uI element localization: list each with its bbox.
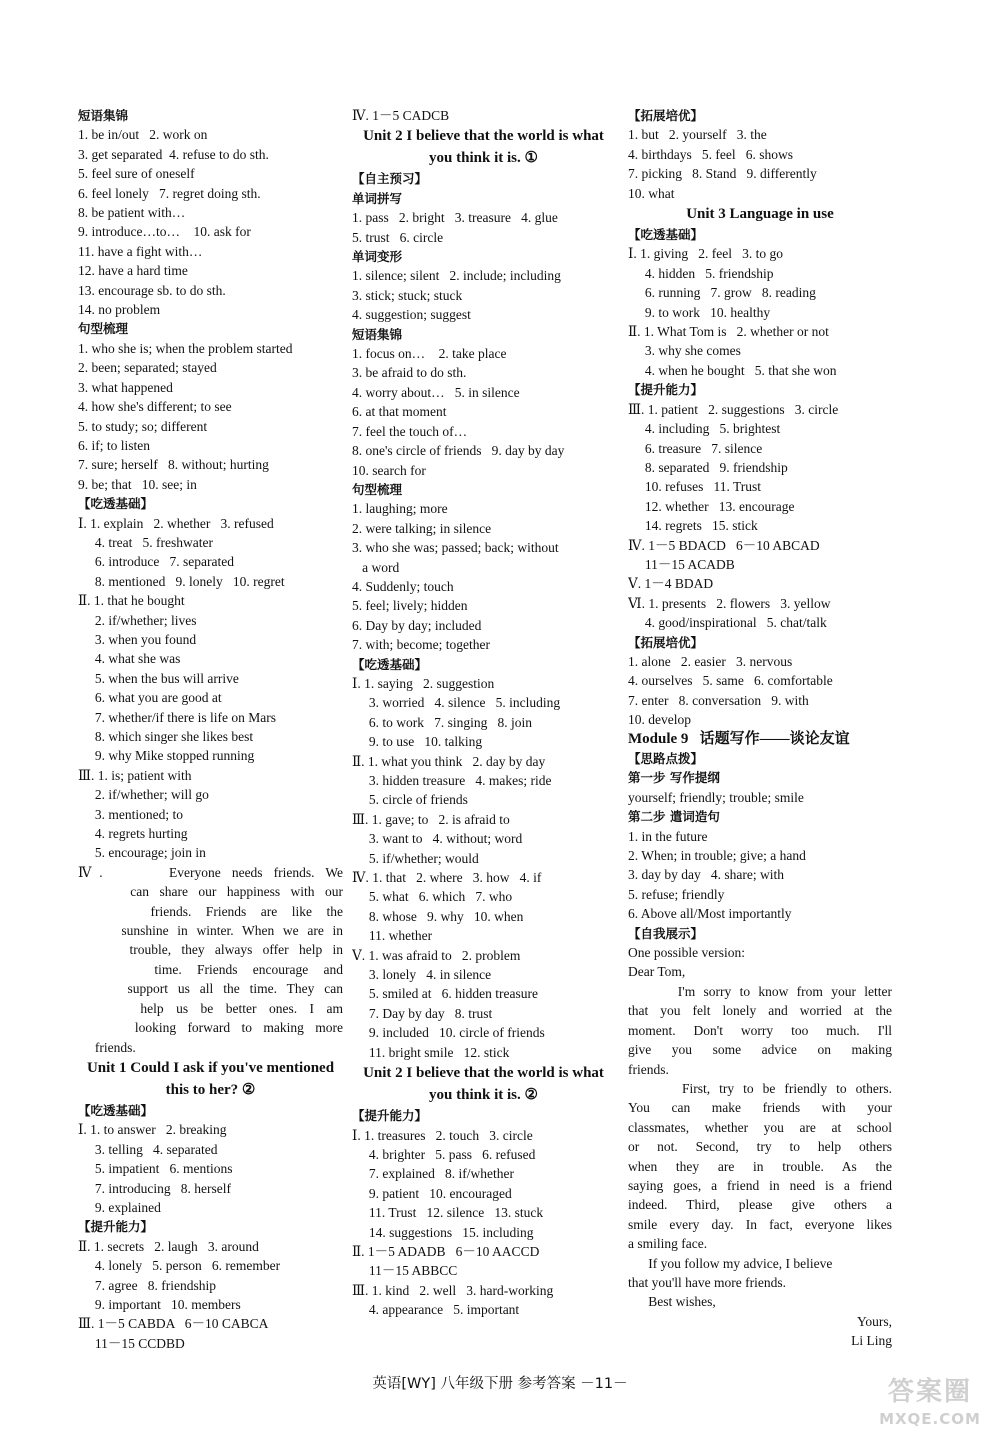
answer-line: Best wishes,	[628, 1294, 716, 1310]
answer-line: Ⅰ. 1. giving 2. feel 3. to go	[628, 246, 783, 262]
unit-title: Unit 2 I believe that the world is what you think it is. ②	[363, 1065, 604, 1104]
answer-line: or not. Second, try to help others	[628, 1139, 892, 1155]
page-footer: 英语[WY] 八年级下册 参考答案 －11－	[372, 1376, 628, 1392]
answer-line: 3. lonely 4. in silence	[352, 967, 492, 983]
answer-line: looking forward to making more	[78, 1020, 343, 1036]
answer-line: 11－15 ABBCC	[352, 1263, 458, 1279]
answer-line: Ⅲ. 1－5 CABDA 6－10 CABCA	[78, 1316, 269, 1332]
answer-line: 9. to work 10. healthy	[628, 304, 771, 320]
answer-line: 7. Day by day 8. trust	[352, 1005, 493, 1021]
answer-line: Ⅲ. 1. patient 2. suggestions 3. circle	[628, 401, 839, 417]
answer-line: 4. Suddenly; touch	[352, 578, 454, 594]
answer-line: 7. introducing 8. herself	[78, 1180, 231, 1196]
answer-line: 6. Above all/Most importantly	[628, 906, 792, 922]
section-heading: 短语集锦	[78, 108, 129, 123]
answer-line: Ⅱ. 1. secrets 2. laugh 3. around	[78, 1238, 259, 1254]
answer-line: a word	[352, 559, 400, 575]
answer-line: Ⅰ. 1. saying 2. suggestion	[352, 675, 495, 691]
answer-line: 4. ourselves 5. same 6. comfortable	[628, 673, 833, 689]
section-heading: 句型梳理	[352, 481, 403, 497]
answer-line: Ⅲ. 1. gave; to 2. is afraid to	[352, 811, 510, 827]
section-heading: 【拓展培优】	[628, 108, 704, 123]
section-heading: 短语集锦	[352, 326, 403, 342]
answer-line: 8. be patient with…	[78, 205, 186, 221]
section-heading: 单词拼写	[352, 190, 403, 206]
answer-line: 3. worried 4. silence 5. including	[352, 695, 561, 711]
answer-line: 4. including 5. brightest	[628, 421, 781, 437]
section-heading: 【提升能力】	[78, 1219, 154, 1235]
answer-line: 1. who she is; when the problem started	[78, 340, 293, 356]
answer-line: 4. worry about… 5. in silence	[352, 384, 520, 400]
answer-line: 3. why she comes	[628, 343, 741, 359]
answer-line: 6. introduce 7. separated	[78, 554, 234, 570]
answer-line: Li Ling	[851, 1333, 892, 1349]
answer-line: 3. what happened	[78, 379, 173, 395]
answer-line: 4. how she's different; to see	[78, 399, 232, 415]
answer-line: 3. who she was; passed; back; without	[352, 540, 559, 556]
answer-line: 6. if; to listen	[78, 437, 150, 453]
section-heading: 【吃透基础】	[628, 227, 704, 243]
answer-line: 5. refuse; friendly	[628, 886, 725, 902]
answer-line: Ⅳ. 1. that 2. where 3. how 4. if	[352, 870, 542, 886]
answer-line: Ⅲ. 1. kind 2. well 3. hard-working	[352, 1282, 554, 1298]
answer-line: 4. treat 5. freshwater	[78, 534, 213, 550]
answer-line: 5. feel; lively; hidden	[352, 598, 468, 614]
answer-line: 9. included 10. circle of friends	[352, 1025, 545, 1041]
answer-line: 8. one's circle of friends 9. day by day	[352, 443, 565, 459]
answer-line: 11－15 ACADB	[628, 556, 735, 572]
answer-line: 3. telling 4. separated	[78, 1141, 218, 1157]
answer-line: 9. explained	[78, 1199, 161, 1215]
section-heading: 【拓展培优】	[628, 634, 704, 650]
answer-line: 12. whether 13. encourage	[628, 498, 795, 514]
answer-line: can share our happiness with our	[78, 884, 343, 900]
answer-line: Ⅴ. 1－4 BDAD	[628, 576, 714, 592]
answer-line: 1. alone 2. easier 3. nervous	[628, 653, 793, 669]
answer-line: 12. have a hard time	[78, 263, 188, 279]
watermark-logo	[860, 1375, 1000, 1450]
answer-line: 5. to study; so; different	[78, 418, 208, 434]
answer-line: 1. pass 2. bright 3. treasure 4. glue	[352, 210, 558, 226]
section-heading: 第二步 遣词造句	[628, 809, 720, 825]
answer-line: I'm sorry to know from your letter	[628, 983, 892, 999]
answer-line: One possible version:	[628, 945, 745, 961]
answer-column-2	[352, 106, 615, 1320]
answer-line: 7. with; become; together	[352, 637, 490, 653]
answer-line: 7. sure; herself 8. without; hurting	[78, 457, 269, 473]
answer-line: 4. regrets hurting	[78, 826, 188, 842]
answer-line: 4. what she was	[78, 651, 181, 667]
answer-line: 9. to use 10. talking	[352, 734, 483, 750]
answer-line: 1. laughing; more	[352, 501, 448, 517]
watermark-title: 答案圈	[887, 1377, 972, 1407]
answer-line: Ⅳ. 1－5 BDACD 6－10 ABCAD	[628, 537, 820, 553]
answer-line: 5. feel sure of oneself	[78, 166, 195, 182]
answer-line: 7. picking 8. Stand 9. differently	[628, 166, 817, 182]
section-heading: 【提升能力】	[352, 1108, 428, 1124]
section-heading: 句型梳理	[78, 321, 129, 337]
answer-line: trouble, they always offer help in	[78, 942, 343, 958]
answer-line: 1. in the future	[628, 828, 708, 844]
answer-line: support us all the time. They can	[78, 981, 343, 997]
answer-line: 9. why Mike stopped running	[78, 748, 255, 764]
answer-line: 7. feel the touch of…	[352, 423, 468, 439]
answer-line: 6. Day by day; included	[352, 617, 482, 633]
answer-line: Ⅱ. 1. that he bought	[78, 593, 185, 609]
answer-line: 1. focus on… 2. take place	[352, 346, 507, 362]
answer-line: 9. introduce…to… 10. ask for	[78, 224, 251, 240]
answer-line: 7. enter 8. conversation 9. with	[628, 692, 809, 708]
answer-line: Ⅵ. 1. presents 2. flowers 3. yellow	[628, 595, 831, 611]
answer-line: classmates, whether you are at school	[628, 1119, 892, 1135]
answer-line: 6. to work 7. singing 8. join	[352, 714, 533, 730]
answer-line: 4. good/inspirational 5. chat/talk	[628, 615, 827, 631]
answer-line: 2. been; separated; stayed	[78, 360, 217, 376]
answer-line: Ⅲ. 1. is; patient with	[78, 767, 192, 783]
answer-line: Dear Tom,	[628, 964, 686, 980]
answer-line: Ⅳ. 1－5 CADCB	[352, 108, 450, 123]
answer-line: 8. separated 9. friendship	[628, 459, 788, 475]
unit-title: Unit 2 I believe that the world is what you think it is. ①	[363, 128, 604, 167]
answer-line: You can make friends with your	[628, 1100, 892, 1116]
answer-line: 2. if/whether; will go	[78, 787, 209, 803]
answer-line: 4. lonely 5. person 6. remember	[78, 1258, 281, 1274]
answer-line: 10. what	[628, 185, 675, 201]
answer-line: yourself; friendly; trouble; smile	[628, 789, 804, 805]
answer-line: 14. regrets 15. stick	[628, 518, 758, 534]
answer-line: 4. when he bought 5. that she won	[628, 362, 837, 378]
answer-line: 3. when you found	[78, 631, 197, 647]
section-heading: 【思路点拨】	[628, 751, 704, 766]
answer-line: Ⅰ. 1. treasures 2. touch 3. circle	[352, 1127, 533, 1143]
answer-line: time. Friends encourage and	[78, 961, 343, 977]
section-heading: 【吃透基础】	[78, 496, 154, 512]
unit-title: Unit 1 Could I ask if you've mentioned this to her? ②	[86, 1059, 335, 1098]
answer-line: Ⅳ. Everyone needs friends. We	[78, 864, 343, 880]
answer-line: 2. were talking; in silence	[352, 520, 492, 536]
answer-line: 4. appearance 5. important	[352, 1302, 520, 1318]
answer-line: help us be better ones. I am	[78, 1000, 343, 1016]
answer-line: 5. when the bus will arrive	[78, 670, 239, 686]
answer-line: 11. have a fight with…	[78, 243, 203, 259]
answer-line: 5. what 6. which 7. who	[352, 889, 513, 905]
answer-line: 11. whether	[352, 928, 433, 944]
answer-line: 9. patient 10. encouraged	[352, 1185, 512, 1201]
answer-line: 3. hidden treasure 4. makes; ride	[352, 773, 552, 788]
section-heading: 单词变形	[352, 249, 403, 265]
answer-line: 8. which singer she likes best	[78, 729, 254, 744]
answer-line: Ⅱ. 1. what you think 2. day by day	[352, 753, 546, 769]
answer-line: that you felt lonely and worried at the	[628, 1003, 892, 1019]
answer-line: Ⅰ. 1. to answer 2. breaking	[78, 1122, 227, 1138]
answer-line: smile every day. In fact, everyone likes	[628, 1216, 892, 1232]
answer-line: 5. smiled at 6. hidden treasure	[352, 986, 538, 1002]
answer-line: 3. want to 4. without; word	[352, 831, 523, 847]
answer-line: 4. hidden 5. friendship	[628, 265, 774, 281]
section-heading: 【自我展示】	[628, 925, 704, 941]
answer-line: a smiling face.	[628, 1236, 708, 1252]
answer-line: 10. refuses 11. Trust	[628, 479, 762, 495]
answer-line: 11. bright smile 12. stick	[352, 1044, 510, 1060]
answer-line: Yours,	[856, 1313, 892, 1329]
answer-line: 7. whether/if there is life on Mars	[78, 709, 276, 725]
answer-line: Ⅱ. 1－5 ADADB 6－10 AACCD	[352, 1243, 540, 1259]
answer-line: sunshine in winter. When we are in	[78, 923, 343, 939]
section-heading: 【吃透基础】	[78, 1102, 154, 1118]
answer-line: 7. agree 8. friendship	[78, 1277, 216, 1293]
answer-line: 14. suggestions 15. including	[352, 1224, 534, 1240]
answer-line: 9. be; that 10. see; in	[78, 476, 197, 492]
answer-line: 5. encourage; join in	[78, 845, 206, 861]
answer-line: 13. encourage sb. to do sth.	[78, 282, 226, 298]
answer-line: 3. be afraid to do sth.	[352, 365, 467, 381]
answer-line: 14. no problem	[78, 302, 161, 318]
answer-line: 3. mentioned; to	[78, 806, 183, 822]
answer-line: 4. brighter 5. pass 6. refused	[352, 1146, 536, 1162]
answer-line: 6. treasure 7. silence	[628, 440, 763, 456]
answer-line: give you some advice on making	[628, 1042, 892, 1058]
answer-line: 2. if/whether; lives	[78, 612, 197, 628]
answer-line: 6. running 7. grow 8. reading	[628, 285, 816, 301]
answer-line: 6. feel lonely 7. regret doing sth.	[78, 185, 261, 201]
answer-column-1	[78, 106, 343, 1353]
unit-title: Module 9 话题写作——谈论友谊	[628, 730, 850, 747]
answer-line: If you follow my advice, I believe	[628, 1255, 833, 1271]
answer-line: 10. search for	[352, 462, 426, 478]
answer-line: 4. suggestion; suggest	[352, 307, 471, 323]
answer-line: 5. circle of friends	[352, 792, 468, 808]
answer-line: when they are in trouble. As the	[628, 1158, 892, 1174]
answer-line: 2. When; in trouble; give; a hand	[628, 848, 806, 864]
answer-line: moment. Don't worry too much. I'll	[628, 1022, 892, 1038]
answer-line: 1. but 2. yourself 3. the	[628, 127, 767, 143]
answer-line: 11－15 CCDBD	[78, 1335, 185, 1351]
answer-line: friends.	[628, 1061, 669, 1077]
answer-line: Ⅰ. 1. explain 2. whether 3. refused	[78, 515, 274, 531]
answer-line: 7. explained 8. if/whether	[352, 1166, 514, 1182]
section-heading: 【提升能力】	[628, 382, 704, 398]
unit-title: Unit 3 Language in use	[686, 206, 834, 223]
answer-line: 5. impatient 6. mentions	[78, 1161, 233, 1177]
answer-line: 1. silence; silent 2. include; including	[352, 268, 561, 284]
answer-line: 3. get separated 4. refuse to do sth.	[78, 146, 269, 162]
answer-line: 5. if/whether; would	[352, 850, 479, 866]
section-heading: 【自主预习】	[352, 171, 428, 187]
answer-line: 3. day by day 4. share; with	[628, 867, 784, 883]
answer-line: First, try to be friendly to others.	[628, 1080, 892, 1096]
answer-line: saying goes, a friend in need is a friend	[628, 1177, 892, 1193]
section-heading: 【吃透基础】	[352, 656, 428, 672]
answer-line: Ⅴ. 1. was afraid to 2. problem	[352, 947, 521, 963]
answer-line: 10. develop	[628, 712, 691, 728]
answer-line: friends. Friends are like the	[78, 903, 343, 919]
answer-line: 1. be in/out 2. work on	[78, 127, 208, 143]
answer-line: 5. trust 6. circle	[352, 229, 444, 245]
section-heading: 第一步 写作提纲	[628, 770, 720, 786]
answer-column-3	[628, 106, 892, 1351]
answer-line: 9. important 10. members	[78, 1296, 241, 1312]
watermark-site: MXQE.COM	[879, 1410, 981, 1428]
answer-line: friends.	[78, 1039, 136, 1055]
answer-line: that you'll have more friends.	[628, 1274, 787, 1290]
answer-line: 6. what you are good at	[78, 690, 222, 706]
answer-line: 8. mentioned 9. lonely 10. regret	[78, 573, 285, 589]
answer-line: 8. whose 9. why 10. when	[352, 908, 524, 924]
answer-line: 11. Trust 12. silence 13. stuck	[352, 1205, 544, 1221]
answer-line: 6. at that moment	[352, 404, 447, 420]
answer-line: 4. birthdays 5. feel 6. shows	[628, 146, 793, 162]
answer-line: 3. stick; stuck; stuck	[352, 287, 463, 303]
answer-line: indeed. Third, please give others a	[628, 1197, 892, 1213]
answer-line: Ⅱ. 1. What Tom is 2. whether or not	[628, 324, 829, 340]
